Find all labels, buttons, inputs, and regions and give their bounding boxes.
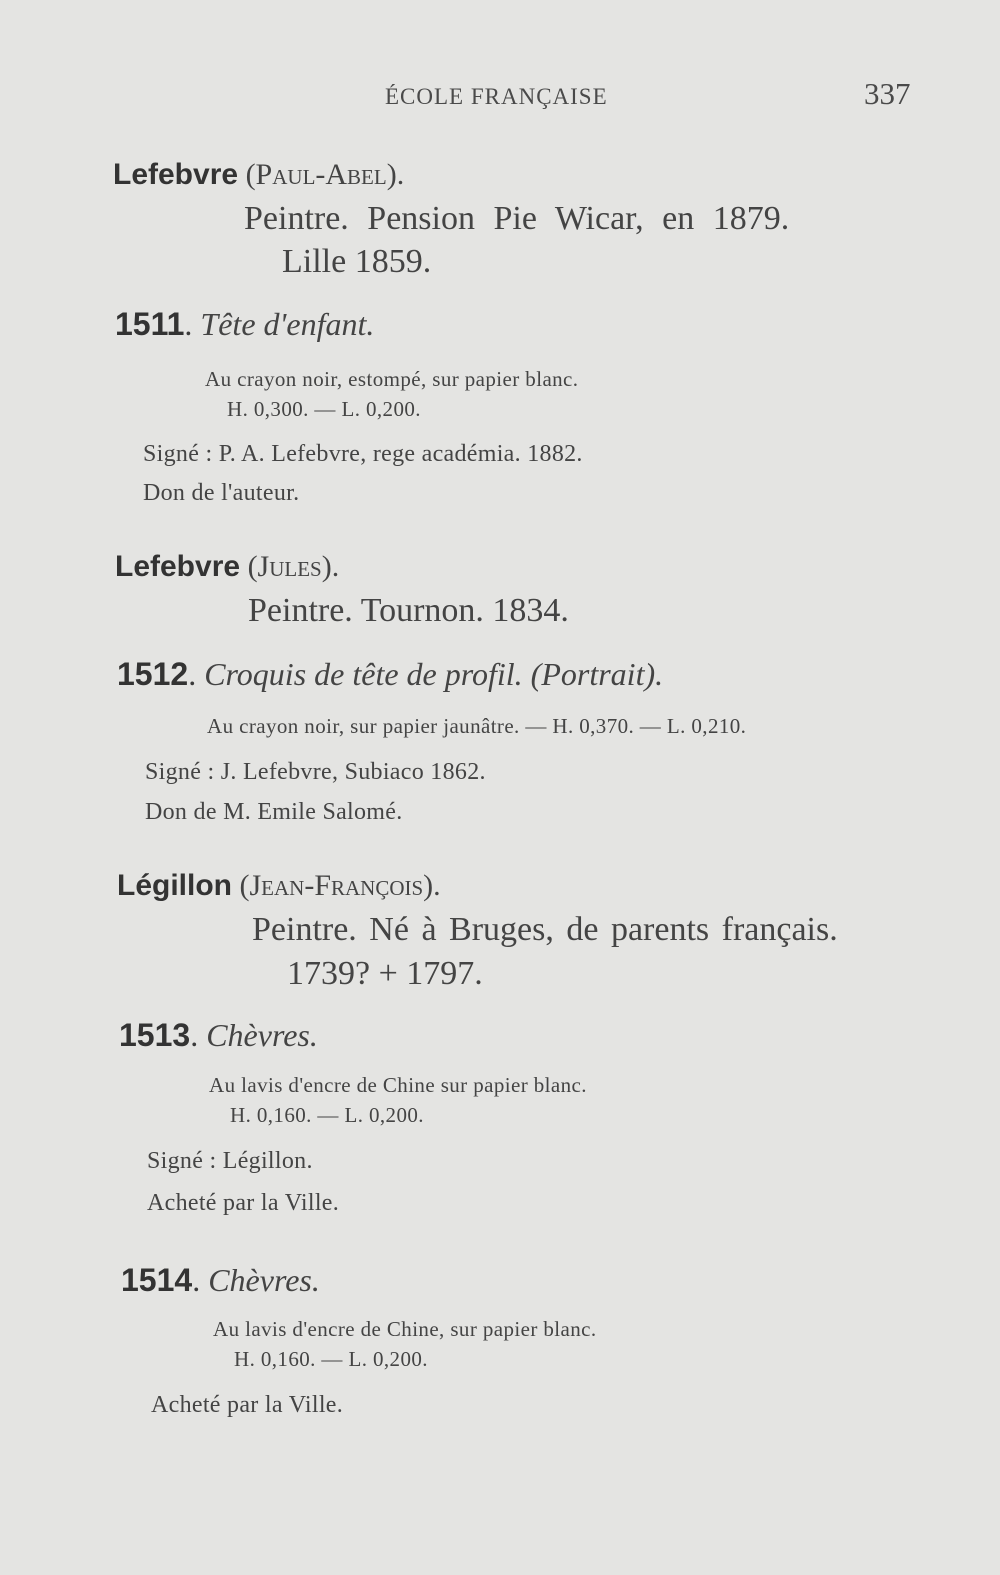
entry-number: 1511 [115, 306, 185, 342]
artist-surname: Légillon [117, 869, 232, 902]
entry-dimensions: H. 0,160. — L. 0,200. [234, 1347, 428, 1371]
artist-bio-line: Peintre. Né à Bruges, de parents français. [252, 911, 838, 948]
entry-technique: Au lavis d'encre de Chine, sur papier blanc. [213, 1317, 597, 1341]
entry-number: 1513 [119, 1017, 191, 1053]
page-number: 337 [864, 76, 911, 111]
artist-heading [115, 550, 339, 584]
entry-title: Croquis de tête de profil. (Portrait). [204, 656, 664, 692]
artist-bio-line: Lille 1859. [282, 243, 432, 280]
entry-number: 1514 [121, 1262, 193, 1298]
artist-heading [113, 158, 404, 192]
entry-signature: Signé : Légillon. [147, 1148, 313, 1174]
entry-dimensions: H. 0,160. — L. 0,200. [230, 1103, 424, 1127]
entry-technique: Au lavis d'encre de Chine sur papier blanc. [209, 1073, 587, 1097]
artist-bio-line: 1739? + 1797. [287, 955, 483, 992]
entry-technique: Au crayon noir, sur papier jaunâtre. — H. 0,370. — L. 0,210. [207, 714, 747, 738]
entry-provenance: Acheté par la Ville. [147, 1190, 340, 1216]
entry-technique: Au crayon noir, estompé, sur papier blanc. [205, 367, 579, 391]
artist-given-names: (Jules). [247, 550, 340, 583]
entry-title: Chèvres. [208, 1262, 320, 1298]
artist-surname: Lefebvre [113, 158, 239, 191]
entry-dimensions: H. 0,300. — L. 0,200. [227, 397, 421, 421]
artist-bio-line: Peintre. Tournon. 1834. [248, 592, 569, 629]
artist-heading [117, 869, 441, 903]
entry-heading: 1514. Chèvres. [121, 1262, 320, 1298]
entry-number: 1512 [117, 656, 189, 692]
entry-provenance: Acheté par la Ville. [151, 1392, 344, 1418]
entry-provenance: Don de l'auteur. [143, 480, 300, 506]
entry-title: Tête d'enfant. [200, 306, 375, 342]
artist-given-names: (Paul-Abel). [245, 158, 405, 191]
entry-signature: Signé : J. Lefebvre, Subiaco 1862. [145, 759, 486, 785]
artist-bio-line: Peintre. Pension Pie Wicar, en 1879. [244, 200, 790, 237]
entry-heading: 1513. Chèvres. [119, 1017, 318, 1053]
entry-provenance: Don de M. Emile Salomé. [145, 799, 403, 825]
entry-signature: Signé : P. A. Lefebvre, rege académia. 1882. [143, 441, 583, 467]
entry-heading: 1511. Tête d'enfant. [115, 306, 375, 342]
artist-surname: Lefebvre [115, 550, 241, 583]
entry-heading: 1512. Croquis de tête de profil. (Portrait). [117, 656, 664, 692]
running-header: ÉCOLE FRANÇAISE [385, 84, 608, 109]
artist-given-names: (Jean-François). [239, 869, 441, 902]
entry-title: Chèvres. [206, 1017, 318, 1053]
